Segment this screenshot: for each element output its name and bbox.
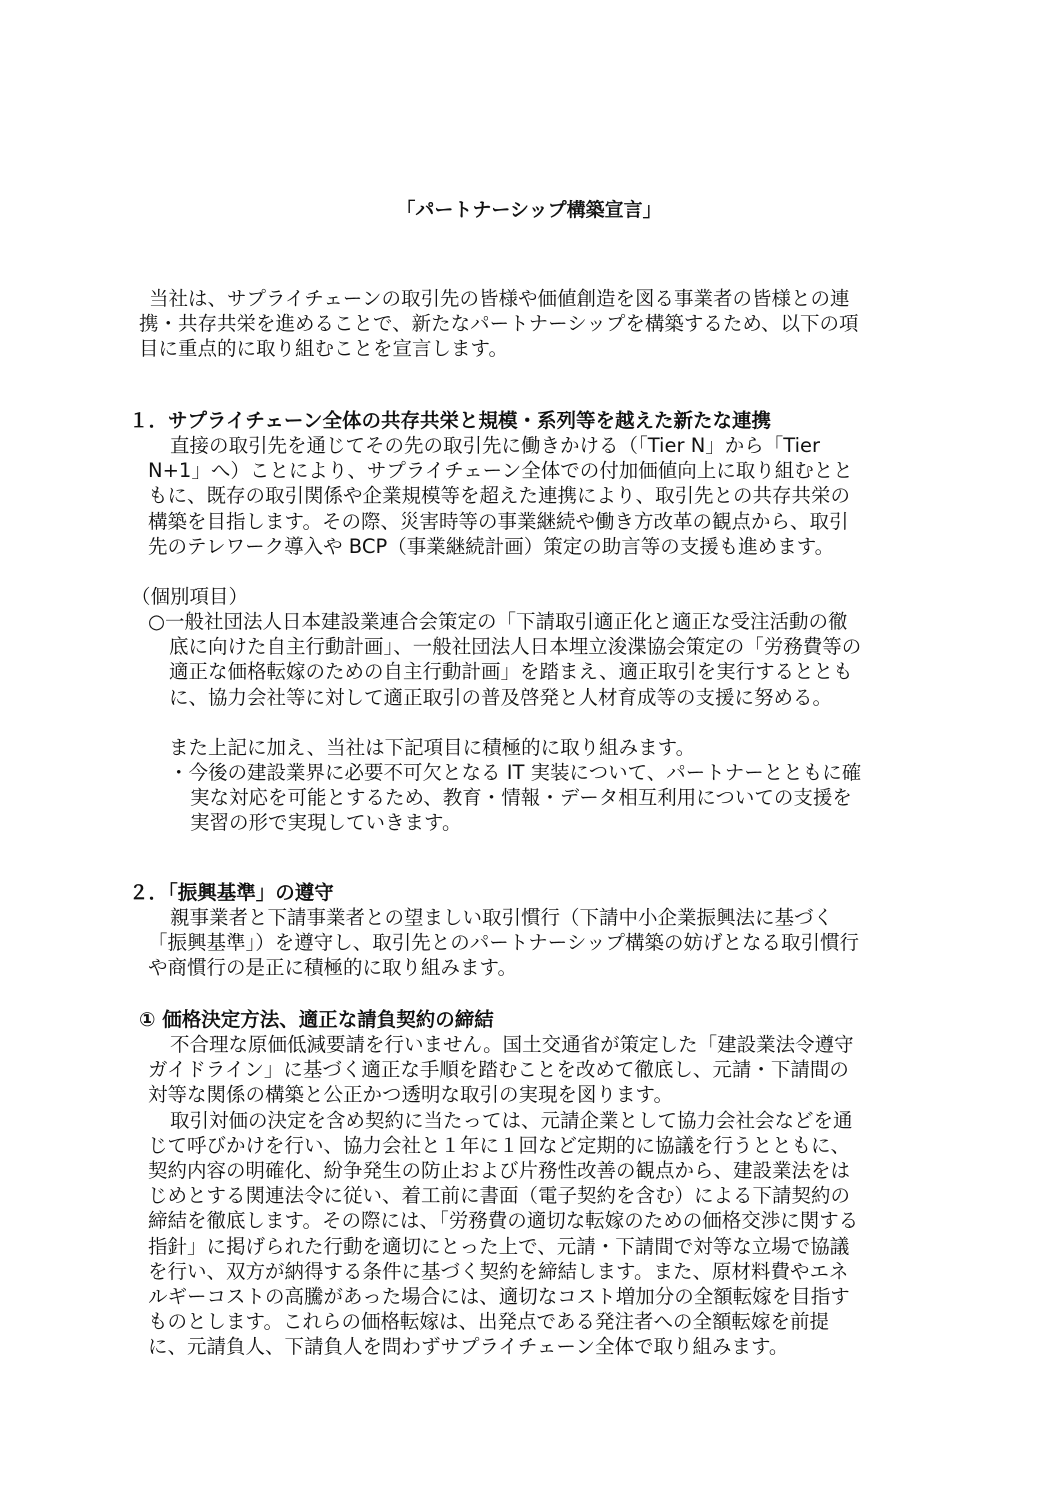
body-line: じめとする関連法令に従い、着工前に書面（電子契約を含む）による下請契約の (148, 1184, 851, 1208)
individual-item (148, 609, 861, 710)
body-line: 不合理な原価低減要請を行いません。国土交通省が策定した「建設業法令遵守 (170, 1033, 854, 1056)
body-line: 直接の取引先を通じてその先の取引先に働きかける（「Tier N」から「Tier (170, 434, 821, 457)
body-line: ものとします。これらの価格転嫁は、出発点である発注者への全額転嫁を前提 (148, 1310, 829, 1334)
body-line: 取引対価の決定を含め契約に当たっては、元請企業として協力会社会などを通 (170, 1108, 853, 1132)
body-line: 対等な関係の構築と公正かつ透明な取引の実現を図ります。 (148, 1083, 673, 1107)
body-line: 締結を徹底します。その際には、「労務費の適切な転嫁のための価格交渉に関する (148, 1209, 859, 1233)
body-line: 先のテレワーク導入や BCP（事業継続計画）策定の助言等の支援も進めます。 (148, 534, 835, 558)
item-line: 実習の形で実現していきます。 (190, 811, 462, 835)
subsection-1-body (148, 1032, 858, 1360)
body-line: 契約内容の明確化、紛争発生の防止および片務性改善の観点から、建設業法をは (148, 1159, 851, 1183)
subsection-1-heading: ① 価格決定方法、適正な請負契約の締結 (139, 1008, 494, 1031)
section-2-heading: ２．「振興基準」の遵守 (129, 881, 334, 904)
section-2-body (148, 905, 859, 981)
individual-items-label: （個別項目） (131, 585, 249, 608)
body-line: ルギーコストの高騰があった場合には、適切なコスト増加分の全額転嫁を目指す (148, 1285, 850, 1309)
body-line: や商慣行の是正に積極的に取り組みます。 (148, 956, 517, 980)
body-line: じて呼びかけを行い、協力会社と１年に１回など定期的に協議を行うとともに、 (148, 1133, 851, 1157)
item-line: ○一般社団法人日本建設業連合会策定の「下請取引適正化と適正な受注活動の徹 (148, 610, 848, 633)
item-line: 実な対応を可能とするため、教育・情報・データ相互利用についての支援を (190, 786, 852, 810)
body-line: 親事業者と下請事業者との望ましい取引慣行（下請中小企業振興法に基づく (170, 906, 834, 929)
item-line: 適正な価格転嫁のための自主行動計画」を踏まえ、適正取引を実行するととも (169, 660, 853, 684)
body-line: 指針」に掲げられた行動を適切にとった上で、元請・下請間で対等な立場で協議 (148, 1234, 850, 1258)
body-line: 「振興基準」）を遵守し、取引先とのパートナーシップ構築の妨げとなる取引慣行 (148, 931, 859, 955)
body-line: に、元請負人、下請負人を問わずサプライチェーン全体で取り組みます。 (148, 1335, 789, 1359)
additional-item (169, 760, 861, 836)
intro-line: 携・共存共栄を進めることで、新たなパートナーシップを構築するため、以下の項 (139, 312, 859, 336)
body-line: ガイドライン」に基づく適正な手順を踏むことを改めて徹底し、元請・下請間の (148, 1058, 849, 1082)
document-title: 「パートナーシップ構築宣言」 (396, 199, 662, 221)
body-line: 構築を目指します。その際、災害時等の事業継続や働き方改革の観点から、取引 (148, 509, 849, 533)
body-line: を行い、双方が納得する条件に基づく契約を締結します。また、原材料費やエネ (148, 1259, 849, 1283)
item-line: 底に向けた自主行動計画」、一般社団法人日本埋立浚渫協会策定の「労務費等の (169, 635, 862, 659)
section-1-heading: １．サプライチェーン全体の共存共栄と規模・系列等を越えた新たな連携 (129, 409, 771, 432)
intro-line: 当社は、サプライチェーンの取引先の皆様や価値創造を図る事業者の皆様との連 (149, 287, 850, 310)
body-line: もに、既存の取引関係や企業規模等を超えた連携により、取引先との共存共栄の (148, 484, 851, 508)
body-line: N+1」へ）ことにより、サプライチェーン全体での付加価値向上に取り組むとと (148, 459, 853, 483)
item-line: ・今後の建設業界に必要不可欠となる IT 実装について、パートナーとともに確 (169, 761, 862, 784)
intro-paragraph (139, 286, 859, 362)
section-1-body (148, 433, 853, 559)
item-line: に、協力会社等に対して適正取引の普及啓発と人材育成等の支援に努める。 (169, 685, 833, 709)
additional-intro: また上記に加え、当社は下記項目に積極的に取り組みます。 (169, 736, 696, 759)
intro-line: 目に重点的に取り組むことを宣言します。 (139, 337, 508, 361)
